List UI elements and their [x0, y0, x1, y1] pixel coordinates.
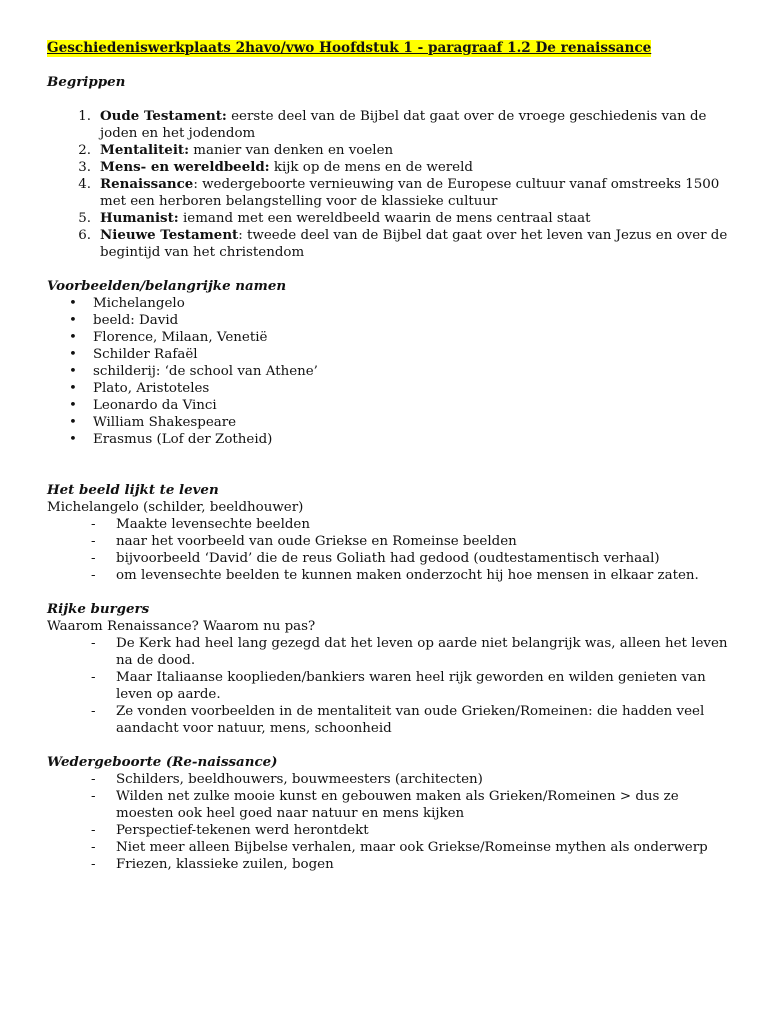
list-item: - Perspectief-tekenen werd herontdekt: [91, 823, 369, 838]
begrip-term: Mentaliteit:: [100, 142, 190, 158]
list-item: • Leonardo da Vinci: [69, 398, 217, 413]
begrip-term: Oude Testament:: [100, 108, 227, 124]
begrip-term: Nieuwe Testament: [100, 227, 239, 243]
beeld-intro: Michelangelo (schilder, beeldhouwer): [47, 500, 304, 515]
dash-icon: -: [91, 517, 96, 532]
burgers-list: [47, 635, 737, 737]
begrip-text: iemand met een wereldbeeld waarin de mens centraal staat: [178, 211, 591, 226]
heading-begrippen: Begrippen: [47, 74, 126, 90]
dash-icon: -: [91, 772, 96, 787]
begrip-term: Renaissance: [100, 176, 194, 192]
dash-icon: -: [91, 857, 96, 872]
beeld-list: [47, 516, 737, 584]
dash-icon: -: [91, 789, 96, 804]
list-item: • Michelangelo: [69, 296, 185, 311]
document-page: [47, 40, 737, 873]
list-item: • Erasmus (Lof der Zotheid): [69, 432, 273, 447]
list-item: - Schilders, beeldhouwers, bouwmeesters (architecten): [91, 772, 483, 787]
begrippen-list: [47, 108, 737, 261]
begrip-item: 6. Nieuwe Testament: tweede deel van de Bijbel dat gaat over het leven van Jezus en over de begintijd van het christendom: [78, 227, 728, 260]
dash-icon: -: [91, 534, 96, 549]
list-item: • schilderij: ‘de school van Athene’: [69, 364, 318, 379]
list-item: - De Kerk had heel lang gezegd dat het leven op aarde niet belangrijk was, alleen het leven na de dood.: [91, 636, 728, 668]
burgers-intro: Waarom Renaissance? Waarom nu pas?: [47, 619, 316, 634]
heading-wedergeboorte: Wedergeboorte (Re-naissance): [47, 754, 278, 770]
dash-icon: -: [91, 551, 96, 566]
begrip-text: eerste deel van de Bijbel dat gaat over de vroege geschiedenis van de joden en het jodendom: [100, 109, 707, 141]
bullet-icon: •: [69, 381, 77, 396]
list-item: - om levensechte beelden te kunnen maken onderzocht hij hoe mensen in elkaar zaten.: [91, 568, 699, 583]
list-item: - Friezen, klassieke zuilen, bogen: [91, 857, 334, 872]
heading-burgers: Rijke burgers: [47, 601, 150, 617]
dash-icon: -: [91, 840, 96, 855]
begrip-text: manier van denken en voelen: [189, 143, 394, 158]
voorbeelden-list: [47, 295, 737, 448]
begrip-item: 3. Mens- en wereldbeeld: kijk op de mens en de wereld: [78, 159, 473, 175]
begrip-text: : tweede deel van de Bijbel dat gaat over het leven van Jezus en over de begintijd van het christendom: [100, 228, 728, 260]
begrip-item: 1. Oude Testament: eerste deel van de Bijbel dat gaat over de vroege geschiedenis van de joden en het jodendom: [78, 108, 707, 141]
bullet-icon: •: [69, 296, 77, 311]
begrip-item: 4. Renaissance: wedergeboorte vernieuwing van de Europese cultuur vanaf omstreeks 1500 met een herboren belangstelling voor de klassieke cultuur: [78, 176, 720, 209]
document-title: Geschiedeniswerkplaats 2havo/vwo Hoofdstuk 1 - paragraaf 1.2 De renaissance: [47, 40, 652, 56]
dash-icon: -: [91, 704, 96, 719]
list-item: - Niet meer alleen Bijbelse verhalen, maar ook Griekse/Romeinse mythen als onderwerp: [91, 840, 708, 855]
dash-icon: -: [91, 670, 96, 685]
list-item: - Wilden net zulke mooie kunst en gebouwen maken als Grieken/Romeinen > dus ze moesten ook heel goed naar natuur en mens kijken: [91, 789, 679, 821]
heading-voorbeelden: Voorbeelden/belangrijke namen: [47, 278, 287, 294]
list-item: • Schilder Rafaël: [69, 347, 198, 362]
begrip-term: Mens- en wereldbeeld:: [100, 159, 270, 175]
dash-icon: -: [91, 568, 96, 583]
bullet-icon: •: [69, 415, 77, 430]
bullet-icon: •: [69, 330, 77, 345]
bullet-icon: •: [69, 347, 77, 362]
list-item: • Plato, Aristoteles: [69, 381, 210, 396]
list-item: - naar het voorbeeld van oude Griekse en Romeinse beelden: [91, 534, 517, 549]
list-item: - Maar Italiaanse kooplieden/bankiers waren heel rijk geworden en wilden genieten van leven op aarde.: [91, 670, 706, 702]
list-item: - Maakte levensechte beelden: [91, 517, 310, 532]
bullet-icon: •: [69, 432, 77, 447]
list-item: - Ze vonden voorbeelden in de mentaliteit van oude Grieken/Romeinen: die hadden veel aandacht voor natuur, mens, schoonheid: [91, 704, 705, 736]
list-item: • beeld: David: [69, 313, 179, 328]
dash-icon: -: [91, 823, 96, 838]
bullet-icon: •: [69, 313, 77, 328]
list-item: - bijvoorbeeld ‘David’ die de reus Goliath had gedood (oudtestamentisch verhaal): [91, 551, 660, 566]
begrip-text: kijk op de mens en de wereld: [269, 160, 473, 175]
begrip-text: : wedergeboorte vernieuwing van de Europese cultuur vanaf omstreeks 1500 met een herboren belangstelling voor de klassieke cultuur: [100, 177, 720, 209]
bullet-icon: •: [69, 398, 77, 413]
wedergeboorte-list: [47, 771, 737, 873]
heading-beeld: Het beeld lijkt te leven: [47, 482, 219, 498]
begrip-term: Humanist:: [100, 210, 179, 226]
bullet-icon: •: [69, 364, 77, 379]
begrip-item: 5. Humanist: iemand met een wereldbeeld waarin de mens centraal staat: [78, 210, 591, 226]
dash-icon: -: [91, 636, 96, 651]
list-item: • William Shakespeare: [69, 415, 237, 430]
begrip-item: 2. Mentaliteit: manier van denken en voelen: [78, 142, 394, 158]
list-item: • Florence, Milaan, Venetië: [69, 330, 268, 345]
